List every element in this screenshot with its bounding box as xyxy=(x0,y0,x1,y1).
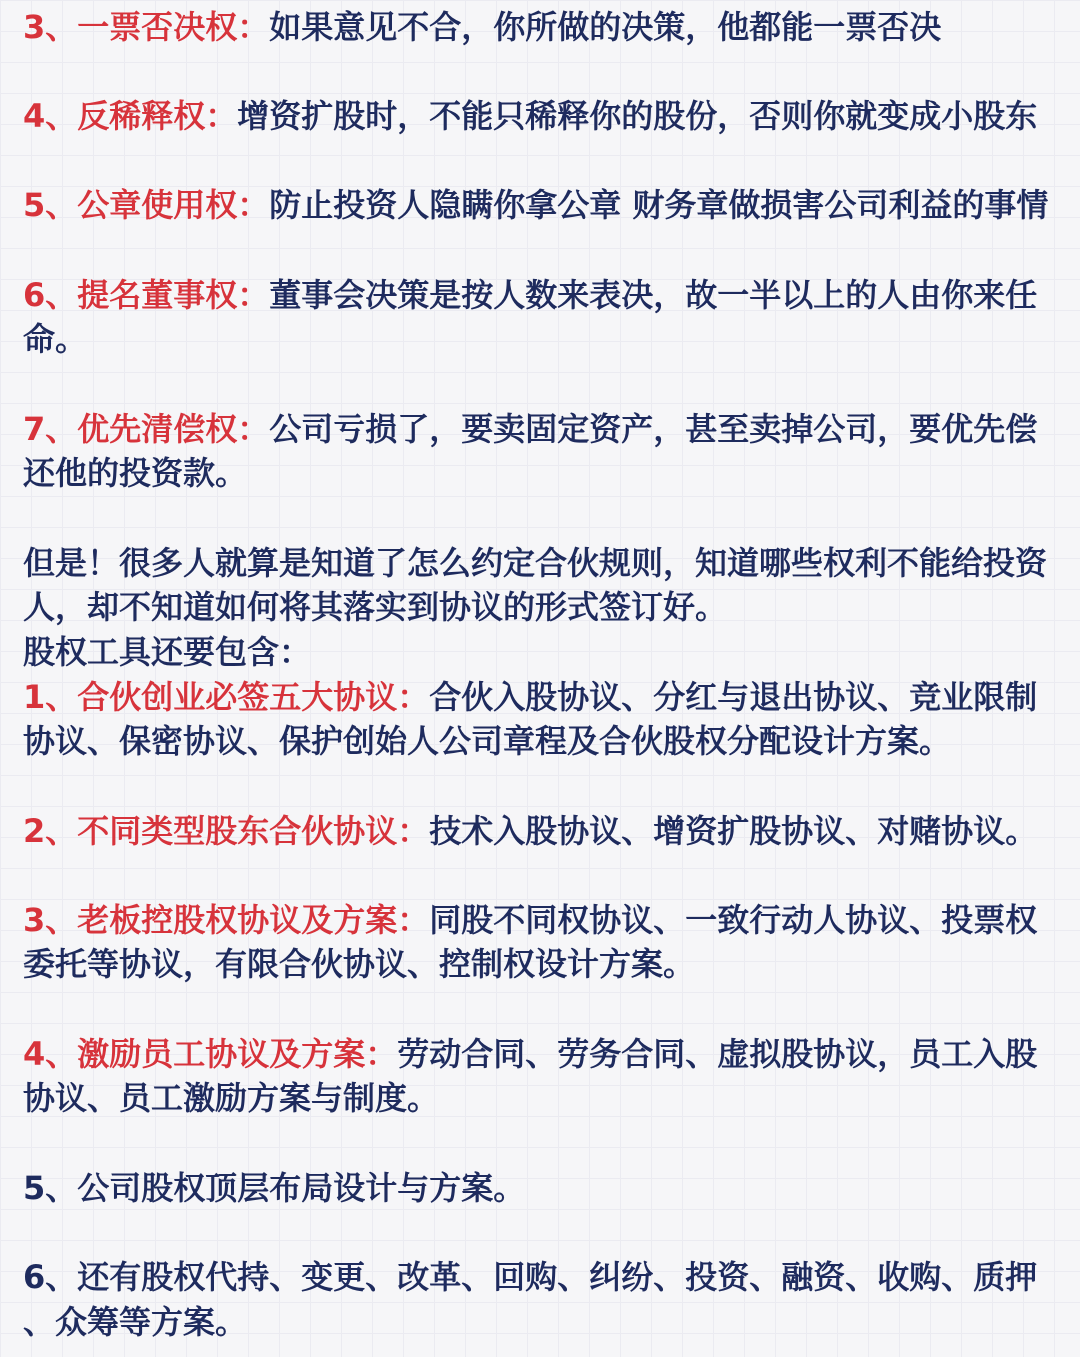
tools-heading xyxy=(23,630,1073,675)
right-item-seal-use xyxy=(23,183,1073,228)
right-item-board-nomination-cont xyxy=(23,317,1073,362)
right-label: 7、优先清偿权： xyxy=(23,409,270,448)
right-text: 董事会决策是按人数来表决，故一半以上的人由你来任 xyxy=(269,275,1038,314)
right-text: 公司亏损了，要卖固定资产，甚至卖掉公司，要优先偿 xyxy=(269,409,1038,448)
tools-heading-text: 股权工具还要包含： xyxy=(23,632,312,671)
tool-label: 1、合伙创业必签五大协议： xyxy=(23,677,430,716)
note-text: 人，却不知道如何将其落实到协议的形式签订好。 xyxy=(23,588,728,627)
right-text: 增资扩股时，不能只稀释你的股份，否则你就变成小股东 xyxy=(237,97,1038,135)
right-item-liquidation-preference-cont xyxy=(23,451,1073,496)
note-text: 但是！很多人就算是知道了怎么约定合伙规则，知道哪些权利不能给投资 xyxy=(23,543,1048,582)
right-label: 5、公章使用权： xyxy=(23,186,270,225)
tool-item-other-plans-cont xyxy=(23,1300,1073,1345)
spacer xyxy=(23,1210,1080,1255)
right-text: 防止投资人隐瞒你拿公章 财务章做损害公司利益的事情 xyxy=(269,186,1049,225)
spacer xyxy=(23,987,1080,1032)
tool-text: 劳动合同、劳务合同、虚拟股协议，员工入股 xyxy=(397,1034,1038,1073)
spacer xyxy=(23,228,1080,273)
spacer xyxy=(23,853,1080,898)
right-item-veto xyxy=(23,5,1073,50)
tool-label: 4、激励员工协议及方案： xyxy=(23,1034,398,1073)
note-paragraph-cont xyxy=(23,585,1073,630)
right-item-board-nomination xyxy=(23,273,1073,318)
tool-item-top-layout xyxy=(23,1166,1073,1211)
tool-text: 5、公司股权顶层布局设计与方案。 xyxy=(23,1168,526,1207)
tool-text: 、众筹等方案。 xyxy=(23,1302,248,1341)
tool-label: 2、不同类型股东合伙协议： xyxy=(23,811,430,850)
right-text: 命。 xyxy=(23,320,88,359)
spacer xyxy=(23,1121,1080,1166)
tool-text: 协议、保密协议、保护创始人公司章程及合伙股权分配设计方案。 xyxy=(23,722,952,761)
tool-item-control-agreements-cont xyxy=(23,942,1073,987)
note-paragraph xyxy=(23,541,1073,586)
tool-text: 委托等协议，有限合伙协议、控制权设计方案。 xyxy=(23,945,696,984)
spacer xyxy=(23,496,1080,541)
spacer xyxy=(23,49,1080,94)
tool-item-control-agreements xyxy=(23,898,1073,943)
tool-item-incentive-agreements-cont xyxy=(23,1076,1073,1121)
right-label: 6、提名董事权： xyxy=(23,275,270,314)
right-label: 3、一票否决权： xyxy=(23,7,270,46)
tool-label: 3、老板控股权协议及方案： xyxy=(23,900,430,939)
tool-item-five-agreements-cont xyxy=(23,719,1073,764)
spacer xyxy=(23,362,1080,407)
right-label: 4、反稀释权： xyxy=(23,97,238,135)
tool-text: 同股不同权协议、一致行动人协议、投票权 xyxy=(429,900,1038,939)
tool-text: 6、还有股权代持、变更、改革、回购、纠纷、投资、融资、收购、质押 xyxy=(23,1258,1038,1297)
spacer xyxy=(23,764,1080,809)
right-item-anti-dilution xyxy=(23,94,1073,139)
right-text: 如果意见不合，你所做的决策，他都能一票否决 xyxy=(269,7,942,46)
tool-item-five-agreements xyxy=(23,675,1073,720)
right-item-liquidation-preference xyxy=(23,407,1073,452)
tool-item-shareholder-agreements xyxy=(23,809,1073,854)
tool-item-other-plans xyxy=(23,1255,1073,1300)
spacer xyxy=(23,139,1080,184)
tool-text: 合伙入股协议、分红与退出协议、竞业限制 xyxy=(429,677,1038,716)
tool-item-incentive-agreements xyxy=(23,1032,1073,1077)
tool-text: 技术入股协议、增资扩股协议、对赌协议。 xyxy=(429,811,1038,850)
right-text: 还他的投资款。 xyxy=(23,454,248,493)
tool-text: 协议、员工激励方案与制度。 xyxy=(23,1079,440,1118)
